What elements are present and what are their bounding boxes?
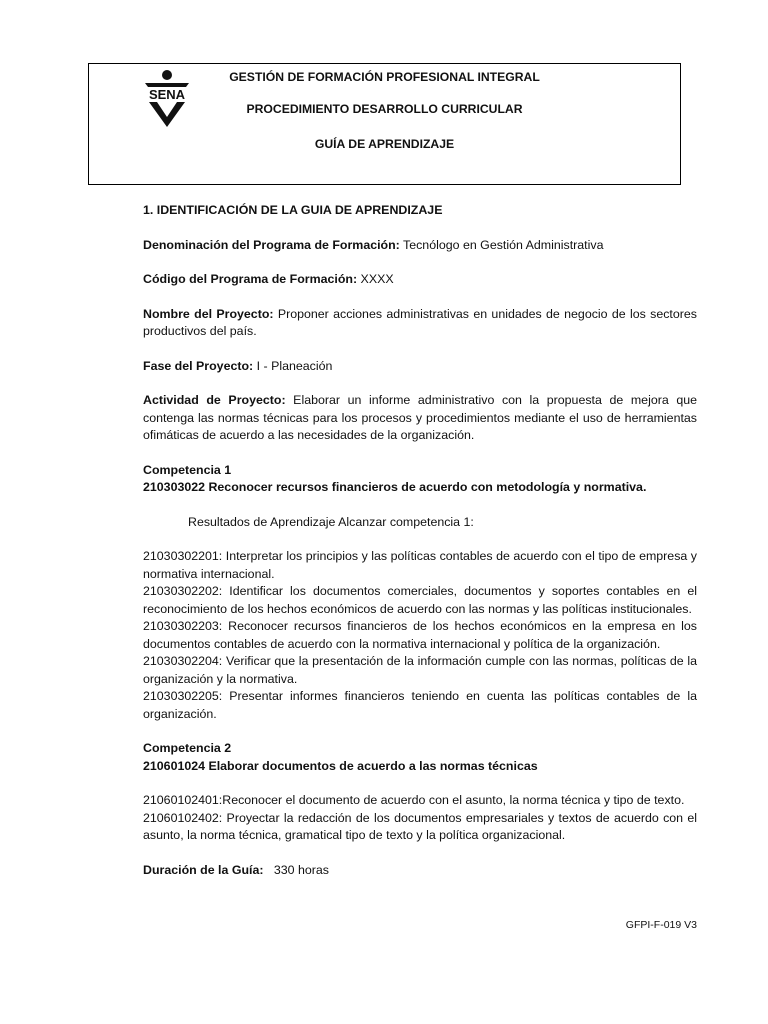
- document-header: [88, 63, 681, 185]
- resultado-item: 21030302204: Verificar que la presentación de la información cumple con las normas, políticas de la organización y la normativa.: [143, 654, 697, 686]
- duracion-label: Duración de la Guía:: [143, 862, 264, 877]
- fase-label: Fase del Proyecto:: [143, 358, 254, 373]
- proyecto-value: Proponer acciones administrativas en unidades de negocio de los sectores productivos del país.: [143, 306, 697, 338]
- footer-form-code: GFPI-F-019 V3: [625, 919, 697, 931]
- header-title-1: GESTIÓN DE FORMACIÓN PROFESIONAL INTEGRAL: [229, 70, 540, 84]
- resultado-item: 21030302202: Identificar los documentos comerciales, documentos y soportes contables en el reconocimiento de los hechos económicos de acuerdo con las normas y las políticas institucionales.: [143, 584, 697, 616]
- programa-value: Tecnólogo en Gestión Administrativa: [399, 237, 604, 252]
- section-title: 1. IDENTIFICACIÓN DE LA GUIA DE APRENDIZAJE: [143, 203, 443, 217]
- fase-value: I - Planeación: [253, 358, 333, 373]
- actividad-label: Actividad de Proyecto:: [143, 393, 286, 407]
- programa-label: Denominación del Programa de Formación:: [143, 237, 400, 252]
- fase-field: [143, 358, 697, 376]
- actividad-value: Elaborar un informe administrativo con la propuesta de mejora que contenga las normas técnicas para los procesos y procedimientos mediante el uso de herramientas ofimáticas de acuerdo a las necesidades de la organización.: [143, 393, 697, 442]
- programa-field: [143, 237, 697, 255]
- svg-text:SENA: SENA: [148, 87, 186, 102]
- competencia-2-heading: Competencia 2: [143, 741, 232, 755]
- resultados-1-heading: Resultados de Aprendizaje Alcanzar competencia 1:: [188, 514, 474, 529]
- actividad-field: [143, 392, 697, 445]
- codigo-value: XXXX: [357, 272, 394, 286]
- resultado-item: 21030302203: Reconocer recursos financieros de los hechos económicos en la empresa en los documentos contables de acuerdo con la normativa internacional y política de la organización.: [143, 619, 697, 651]
- codigo-label: Código del Programa de Formación:: [143, 272, 358, 286]
- duracion-value: 330 horas: [273, 862, 329, 877]
- competencia-2-title: 210601024 Elaborar documentos de acuerdo a las normas técnicas: [143, 758, 538, 773]
- resultado-item: 21060102402: Proyectar la redacción de los documentos empresariales y textos de acuerdo con el asunto, la norma técnica, gramatical tipo de texto y la política organizacional.: [143, 810, 697, 842]
- proyecto-field: [143, 306, 697, 341]
- duracion-field: [143, 862, 697, 880]
- proyecto-label: Nombre del Proyecto:: [143, 306, 274, 321]
- guide-body: [143, 202, 697, 879]
- resultado-item: 21060102401:Reconocer el documento de acuerdo con el asunto, la norma técnica y tipo de texto.: [143, 793, 685, 807]
- resultado-item: 21030302205: Presentar informes financieros teniendo en cuenta las políticas contables de la organización.: [143, 689, 697, 721]
- header-title-3: GUÍA DE APRENDIZAJE: [314, 137, 455, 151]
- competencia-1-title: 210303022 Reconocer recursos financieros de acuerdo con metodología y normativa.: [143, 480, 647, 494]
- competencia-1-heading: Competencia 1: [143, 462, 232, 477]
- header-title-2: PROCEDIMIENTO DESARROLLO CURRICULAR: [246, 102, 523, 116]
- resultado-item: 21030302201: Interpretar los principios y las políticas contables de acuerdo con el tipo de empresa y normativa internacional.: [143, 549, 697, 581]
- codigo-field: [143, 271, 697, 289]
